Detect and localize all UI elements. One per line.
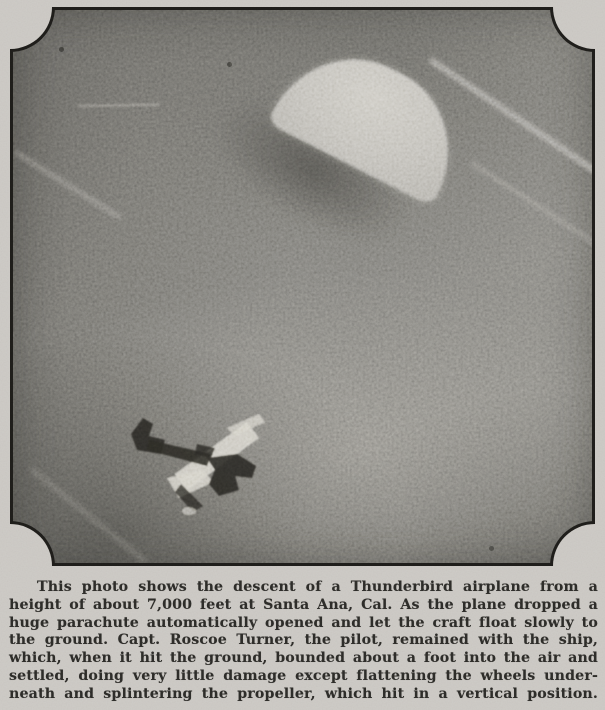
caption-line: the ground. Capt. Roscoe Turner, the pilot, remained with the ship, <box>9 632 598 649</box>
airplane <box>123 414 273 519</box>
airplane-wheel-highlight <box>182 507 196 515</box>
photo-frame <box>10 7 595 566</box>
aerial-photo <box>13 10 592 563</box>
airplane-engine <box>207 454 256 496</box>
caption-line: height of about 7,000 feet at Santa Ana, Cal. As the plane dropped a <box>9 596 598 613</box>
caption-line: which, when it hit the ground, bounded about a foot into the air and <box>9 650 598 667</box>
caption-line: settled, doing very little damage except flattening the wheels under- <box>9 667 598 684</box>
photo-caption <box>9 579 598 704</box>
caption-line: huge parachute automatically opened and let the craft float slowly to <box>9 614 598 631</box>
caption-line: This photo shows the descent of a Thunderbird airplane from a <box>37 579 598 595</box>
caption-line: neath and splintering the propeller, which hit in a vertical position. <box>9 685 598 702</box>
